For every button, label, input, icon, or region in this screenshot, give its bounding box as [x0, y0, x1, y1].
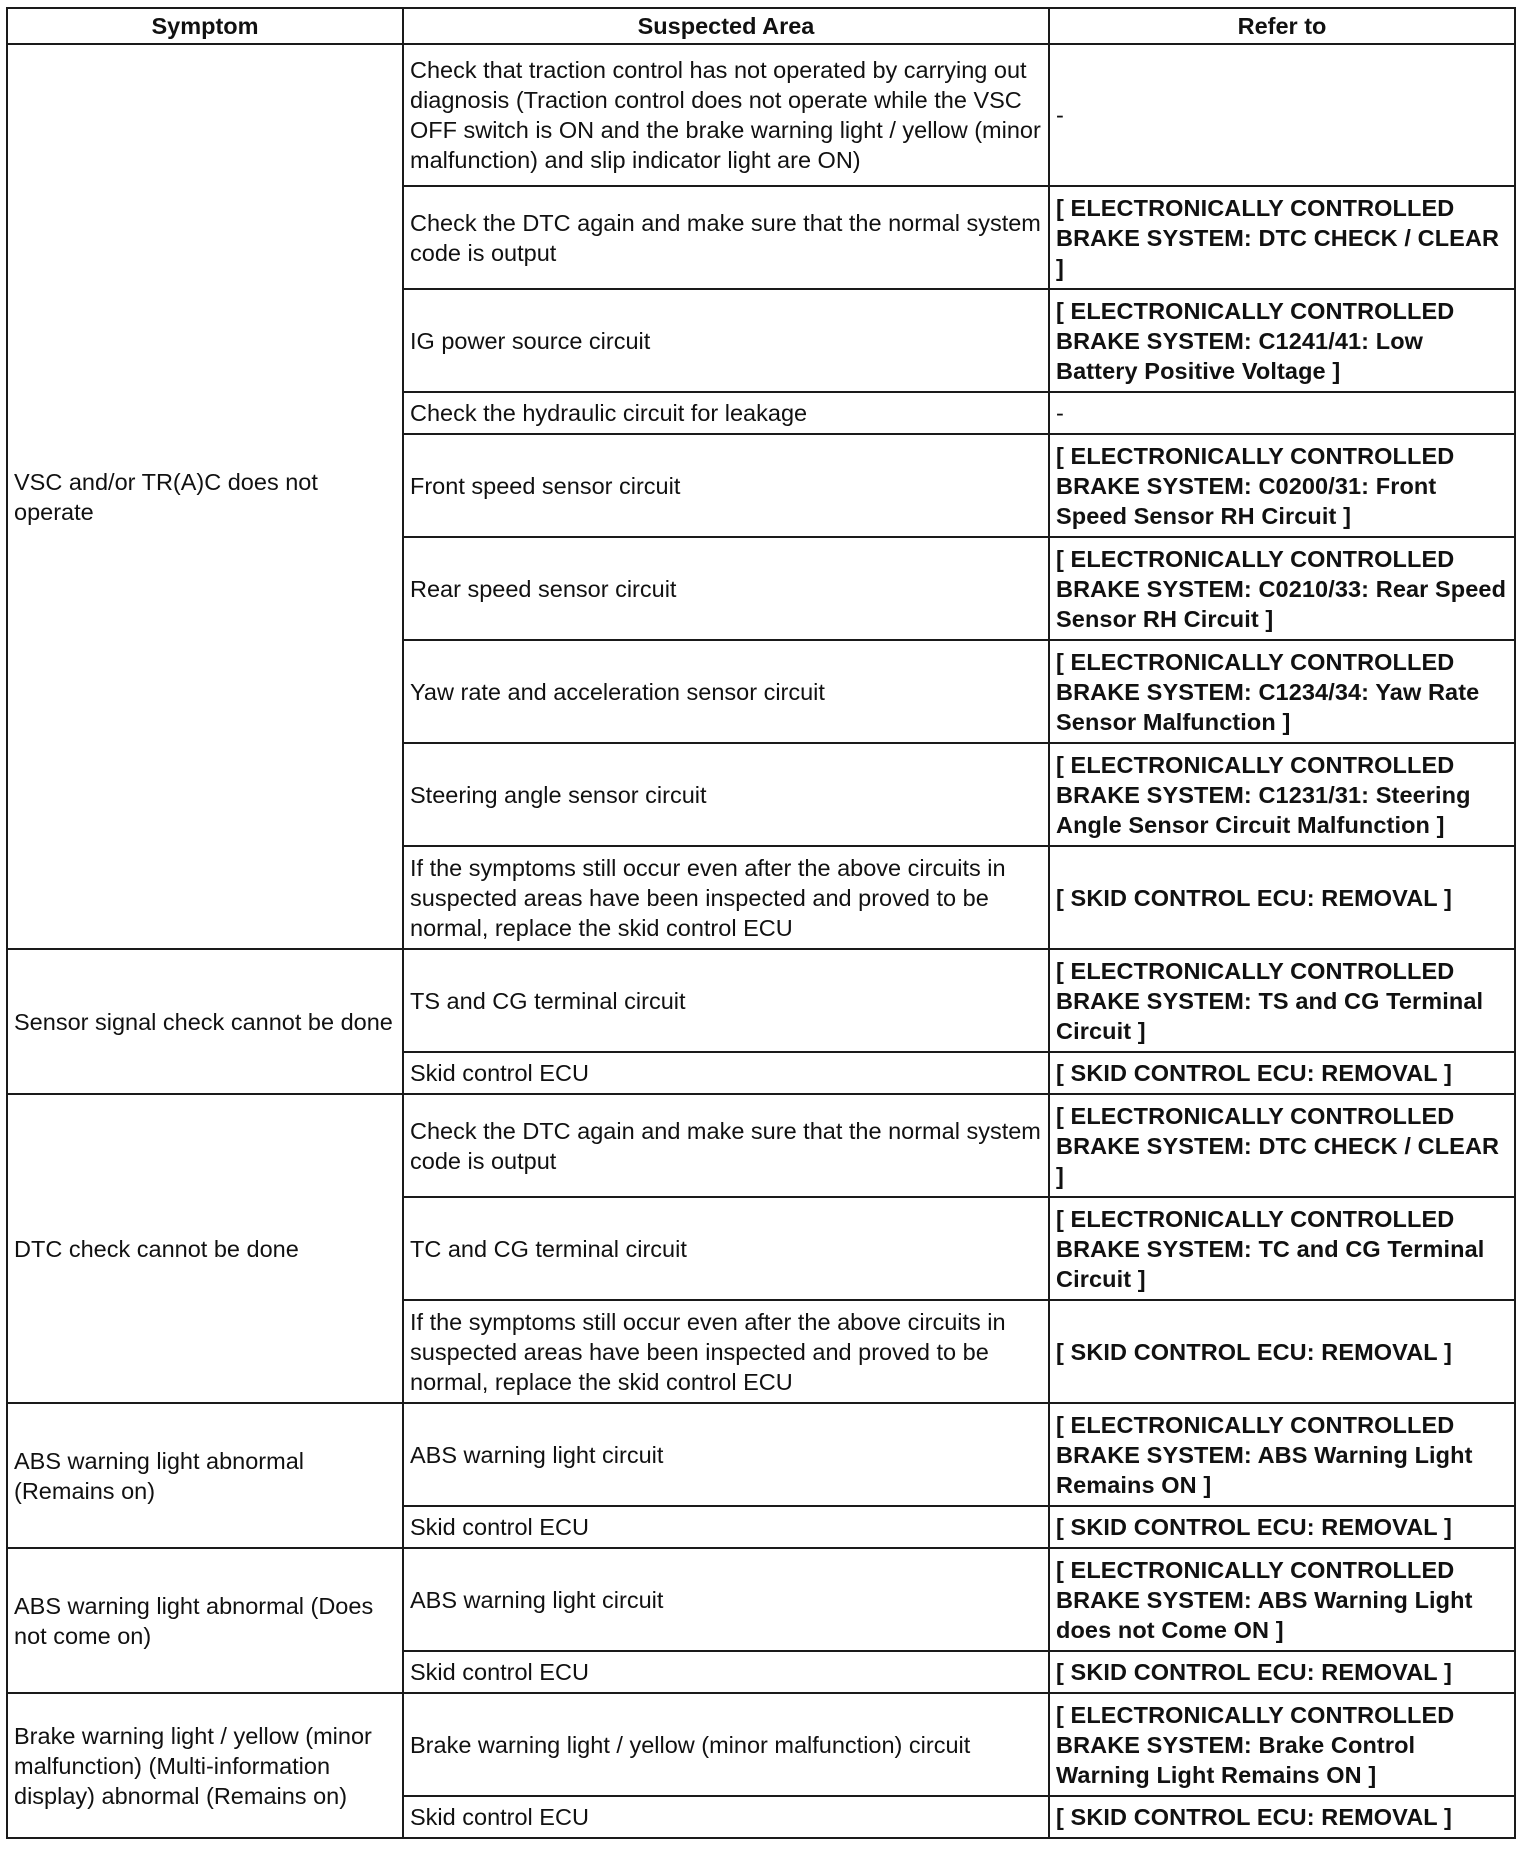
suspected-area-cell: If the symptoms still occur even after the above circuits in suspected areas have been inspected and proved to be normal, replace the skid control ECU [403, 1300, 1049, 1403]
table-row [7, 1094, 1515, 1197]
header-row [7, 8, 1515, 44]
suspected-area-cell: TC and CG terminal circuit [403, 1197, 1049, 1300]
header-suspected-area: Suspected Area [403, 8, 1049, 44]
header-symptom: Symptom [7, 8, 403, 44]
refer-to-link[interactable]: [ ELECTRONICALLY CONTROLLED BRAKE SYSTEM: TS and CG Terminal Circuit ] [1049, 949, 1515, 1052]
table-row [7, 949, 1515, 1052]
suspected-area-cell: Skid control ECU [403, 1052, 1049, 1094]
symptom-cell: DTC check cannot be done [7, 1094, 403, 1403]
suspected-area-cell: Check that traction control has not operated by carrying out diagnosis (Traction control does not operate while the VSC OFF switch is ON and the brake warning light / yellow (minor malfunction) and slip indicator light are ON) [403, 44, 1049, 186]
suspected-area-cell: Brake warning light / yellow (minor malfunction) circuit [403, 1693, 1049, 1796]
refer-to-link[interactable]: [ ELECTRONICALLY CONTROLLED BRAKE SYSTEM: C1241/41: Low Battery Positive Voltage ] [1049, 289, 1515, 392]
suspected-area-cell: IG power source circuit [403, 289, 1049, 392]
table-body [7, 44, 1515, 1838]
refer-to-link[interactable]: [ ELECTRONICALLY CONTROLLED BRAKE SYSTEM: ABS Warning Light Remains ON ] [1049, 1403, 1515, 1506]
table-header [7, 8, 1515, 44]
refer-to-link[interactable]: [ ELECTRONICALLY CONTROLLED BRAKE SYSTEM: C1231/31: Steering Angle Sensor Circuit Malfunction ] [1049, 743, 1515, 846]
table-row [7, 1548, 1515, 1651]
suspected-area-cell: Skid control ECU [403, 1651, 1049, 1693]
suspected-area-cell: Yaw rate and acceleration sensor circuit [403, 640, 1049, 743]
refer-to-link[interactable]: [ SKID CONTROL ECU: REMOVAL ] [1049, 1300, 1515, 1403]
table-row [7, 1693, 1515, 1796]
header-refer-to: Refer to [1049, 8, 1515, 44]
suspected-area-cell: TS and CG terminal circuit [403, 949, 1049, 1052]
table-row [7, 44, 1515, 186]
refer-to-link[interactable]: [ ELECTRONICALLY CONTROLLED BRAKE SYSTEM: C0210/33: Rear Speed Sensor RH Circuit ] [1049, 537, 1515, 640]
symptom-cell: ABS warning light abnormal (Remains on) [7, 1403, 403, 1548]
suspected-area-cell: Front speed sensor circuit [403, 434, 1049, 537]
suspected-area-cell: Check the DTC again and make sure that the normal system code is output [403, 1094, 1049, 1197]
suspected-area-cell: If the symptoms still occur even after the above circuits in suspected areas have been inspected and proved to be normal, replace the skid control ECU [403, 846, 1049, 949]
suspected-area-cell: Skid control ECU [403, 1506, 1049, 1548]
refer-to-link[interactable]: [ SKID CONTROL ECU: REMOVAL ] [1049, 1796, 1515, 1838]
refer-to-link[interactable]: [ ELECTRONICALLY CONTROLLED BRAKE SYSTEM: TC and CG Terminal Circuit ] [1049, 1197, 1515, 1300]
refer-to-link[interactable]: [ ELECTRONICALLY CONTROLLED BRAKE SYSTEM: C0200/31: Front Speed Sensor RH Circuit ] [1049, 434, 1515, 537]
suspected-area-cell: Check the hydraulic circuit for leakage [403, 392, 1049, 434]
refer-to-link[interactable]: [ SKID CONTROL ECU: REMOVAL ] [1049, 1506, 1515, 1548]
suspected-area-cell: Steering angle sensor circuit [403, 743, 1049, 846]
suspected-area-cell: ABS warning light circuit [403, 1548, 1049, 1651]
suspected-area-cell: Skid control ECU [403, 1796, 1049, 1838]
suspected-area-cell: Check the DTC again and make sure that the normal system code is output [403, 186, 1049, 289]
diagnostic-table [6, 7, 1516, 1839]
refer-to-link[interactable]: [ ELECTRONICALLY CONTROLLED BRAKE SYSTEM: ABS Warning Light does not Come ON ] [1049, 1548, 1515, 1651]
symptom-cell: Sensor signal check cannot be done [7, 949, 403, 1094]
table-row [7, 1403, 1515, 1506]
refer-to-link[interactable]: [ SKID CONTROL ECU: REMOVAL ] [1049, 1651, 1515, 1693]
refer-to-link[interactable]: [ ELECTRONICALLY CONTROLLED BRAKE SYSTEM: DTC CHECK / CLEAR ] [1049, 1094, 1515, 1197]
symptom-cell: Brake warning light / yellow (minor malfunction) (Multi-information display) abnormal (Remains on) [7, 1693, 403, 1838]
symptom-cell: ABS warning light abnormal (Does not come on) [7, 1548, 403, 1693]
refer-to-link[interactable]: [ ELECTRONICALLY CONTROLLED BRAKE SYSTEM: Brake Control Warning Light Remains ON ] [1049, 1693, 1515, 1796]
suspected-area-cell: Rear speed sensor circuit [403, 537, 1049, 640]
refer-to-link[interactable]: [ ELECTRONICALLY CONTROLLED BRAKE SYSTEM: C1234/34: Yaw Rate Sensor Malfunction ] [1049, 640, 1515, 743]
refer-to-link[interactable]: [ SKID CONTROL ECU: REMOVAL ] [1049, 1052, 1515, 1094]
refer-to-none: - [1049, 44, 1515, 186]
refer-to-none: - [1049, 392, 1515, 434]
refer-to-link[interactable]: [ ELECTRONICALLY CONTROLLED BRAKE SYSTEM: DTC CHECK / CLEAR ] [1049, 186, 1515, 289]
refer-to-link[interactable]: [ SKID CONTROL ECU: REMOVAL ] [1049, 846, 1515, 949]
symptom-cell: VSC and/or TR(A)C does not operate [7, 44, 403, 949]
suspected-area-cell: ABS warning light circuit [403, 1403, 1049, 1506]
